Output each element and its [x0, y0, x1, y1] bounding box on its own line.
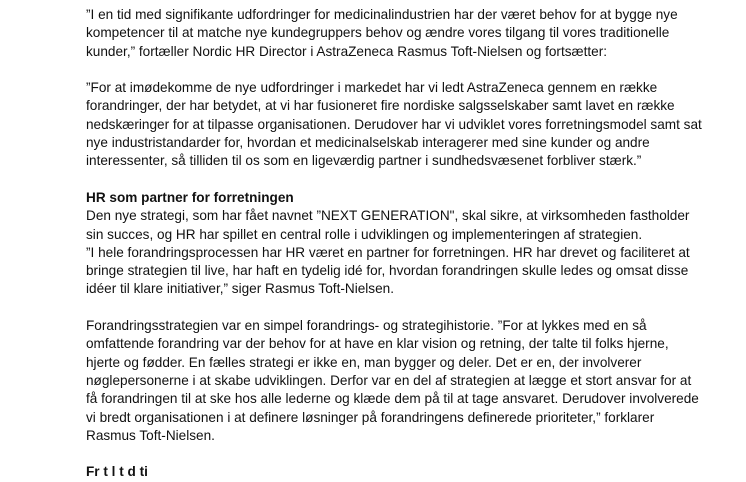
- paragraph-spacer: [86, 445, 706, 463]
- document-page: [86, 6, 706, 482]
- change-strategy-paragraph: Forandringsstrategien var en simpel forandrings- og strategihistorie. ”For at lykkes med en så omfattende forandring var der behov for at have en klar vision og retning, der talte til folks hjerne, hjerte og fødder. En fælles strategi er ikke en, man bygger og deler. Det er en, der involverer nøglepersonerne i at skabe udviklingen. Derfor var en del af strategien at lægge et stort ansvar for at få forandringen til at ske hos alle lederne og klæde dem på til at tage ansvaret. Derudover involverede vi bredt organisationen i at definere løsninger på forandringens definerede prioriteter,” forklarer Rasmus Toft-Nielsen.: [86, 318, 699, 443]
- intro-quote-paragraph: ”I en tid med signifikante udfordringer for medicinalindustrien har der været behov for at bygge nye kompetencer til at matche nye kundegruppers behov og ændre vores tilgang til vores traditionelle kunder,” fortæller Nordic HR Director i AstraZeneca Rasmus Toft-Nielsen og fortsætter:: [86, 7, 678, 59]
- hr-partner-quote-paragraph: ”I hele forandringsprocessen har HR været en partner for forretningen. HR har drevet og faciliteret at bringe strategien til live, har haft en tydelig idé for, hvordan forandringen skulle ledes og omsat disse idéer til klare initiativer,” siger Rasmus Toft-Nielsen.: [86, 244, 690, 297]
- paragraph-spacer: [86, 299, 706, 317]
- section-heading-partial: Fr t l t d ti: [86, 464, 148, 480]
- section-heading-hr-partner: HR som partner for forretningen: [86, 189, 294, 205]
- paragraph-spacer: [86, 171, 706, 189]
- paragraph-spacer: [86, 61, 706, 79]
- strategy-paragraph: Den nye strategi, som har fået navnet ”NEXT GENERATION", skal sikre, at virksomheden fastholder sin succes, og HR har spillet en central rolle i udviklingen og implementeringen af strategien.: [86, 208, 690, 242]
- change-quote-paragraph: ”For at imødekomme de nye udfordringer i markedet har vi ledt AstraZeneca gennem en række forandringer, der har betydet, at vi har fusioneret fire nordiske salgsselskaber samt lavet en række nedskæringer for at tilpasse organisationen. Derudover har vi udviklet vores forretningsmodel samt sat nye industristandarder for, hvordan et medicinalselskab interagerer med sine kunder og andre interessenter, så tilliden til os som en ligeværdig partner i sundhedsvæsenet forbliver stærk.”: [86, 80, 702, 169]
